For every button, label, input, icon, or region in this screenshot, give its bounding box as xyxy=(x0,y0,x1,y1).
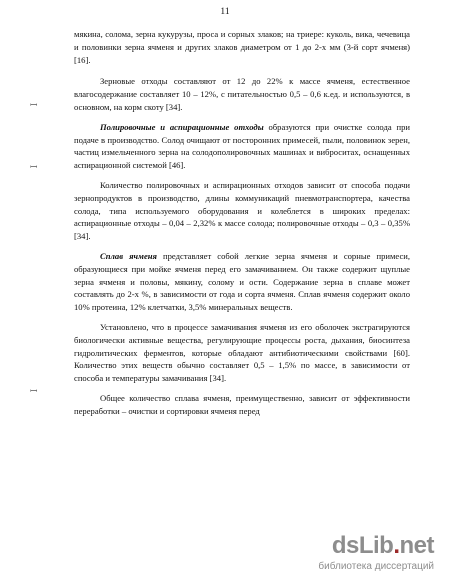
logo-dot: . xyxy=(393,532,400,559)
paragraph-text: представляет собой легкие зерна ячменя и сорные примеси, образующиеся при мойке ячменя перед его замачиванием. Он также содержит щуплые зерна ячменя и половы, мякину, солому и ости. Содержание зерна в сплаве может составлять до 2-х %, в зависимости от года и сорта ячменя. Сплав ячменя содержит около 10% протеина, 12% клетчатки, 3,5% минеральных веществ. xyxy=(74,250,411,313)
paragraph xyxy=(74,392,410,418)
logo-main: dsLib xyxy=(331,532,394,559)
paragraph-text: образуются при очистке солода при подаче в производство. Солод очищают от посторонних примесей, пыли, половинок зерен, частиц измельченного зерна на солодополировочных машинах и виброситах, оснащенных аспирационной системой [46]. xyxy=(74,121,410,171)
margin-mark: ꟷ xyxy=(30,162,38,172)
paragraph xyxy=(74,121,410,172)
paragraph-text: Установлено, что в процессе замачивания ячменя из его оболочек экстрагируются биологически активные вещества, регулирующие процессы роста, дыхания, биосинтеза гидролитических ферментов, которые обладают антибиотическими свойствами [60]. Количество этих веществ обычно составляет 0,5 – 1,5% по массе, в зависимости от способа и температуры замачивания [34]. xyxy=(74,321,410,384)
paragraph xyxy=(74,321,410,385)
watermark-logo xyxy=(332,532,434,560)
watermark-subtitle: библиотека диссертаций xyxy=(318,561,434,572)
logo-tld: net xyxy=(399,532,434,559)
paragraph-text: мякина, солома, зерна кукурузы, проса и сорных злаков; на триере: куколь, вика, чечевица и половинки зерна ячменя и других злаков диаметром от 1 до 2-х мм (3-й сорт ячменя) [16]. xyxy=(74,29,410,65)
page-number: 11 xyxy=(220,7,230,17)
dslib-watermark xyxy=(287,532,442,576)
paragraph xyxy=(74,28,410,66)
paragraph-lead: Полировочные и аспирационные отходы xyxy=(100,121,264,132)
margin-mark: ꟷ xyxy=(30,100,38,110)
paragraph xyxy=(74,179,410,243)
paragraph-text: Зерновые отходы составляют от 12 до 22% к массе ячменя, естественное влагосодержание составляет 10 – 12%, с питательностью 0,5 – 0,6 к.ед. и используются, в основном, на корм скоту [34]. xyxy=(74,76,410,112)
body-text xyxy=(74,28,410,425)
paragraph xyxy=(74,250,410,314)
paragraph-lead: Сплав ячменя xyxy=(100,250,157,261)
paragraph-text: Количество полировочных и аспирационных отходов зависит от способа подачи зернопродуктов в производство, длины коммуникаций пневмотранспортера, качества солода, типа используемого оборудования и колеблется в широких пределах: аспирационные отходы – 0,04 – 2,32% к массе солода; полировочные отходы – 0,3 – 0,35% [34]. xyxy=(74,179,410,242)
margin-mark: ꟷ xyxy=(30,386,38,396)
paragraph xyxy=(74,75,410,113)
paragraph-text: Общее количество сплава ячменя, преимущественно, зависит от эффективности переработки – очистки и сортировки ячменя перед xyxy=(74,392,410,416)
